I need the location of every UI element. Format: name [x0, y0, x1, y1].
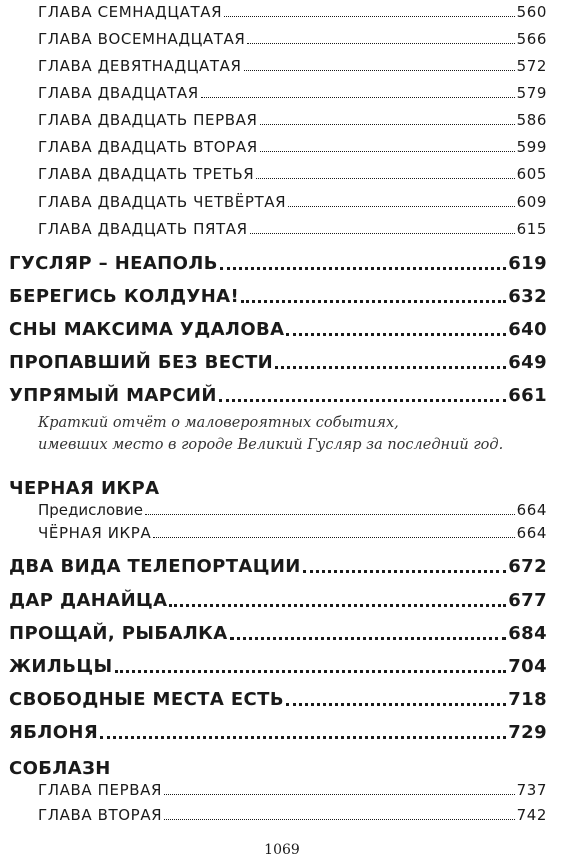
toc-entry[interactable]: [0, 689, 564, 710]
leader-dots: [303, 570, 506, 573]
toc-entry[interactable]: [0, 111, 564, 129]
leader-dots: [241, 300, 506, 303]
section-heading[interactable]: СОБЛАЗН: [9, 758, 111, 779]
leader-dots: [230, 637, 507, 640]
toc-entry-page: 649: [508, 352, 547, 373]
leader-dots: [286, 703, 506, 706]
leader-dots: [153, 537, 514, 538]
toc-entry-title: Предисловие: [38, 501, 143, 519]
toc-entry[interactable]: [0, 84, 564, 102]
toc-entry-title: ГЛАВА ВОСЕМНАДЦАТАЯ: [38, 30, 246, 48]
toc-entry-title: ГЛАВА ВТОРАЯ: [38, 806, 163, 824]
toc-entry-page: 615: [516, 220, 547, 238]
toc-entry[interactable]: [0, 656, 564, 677]
toc-entry[interactable]: [0, 319, 564, 340]
toc-entry-title: БЕРЕГИСЬ КОЛДУНА!: [9, 286, 240, 307]
annotation-line: Краткий отчёт о маловероятных событиях,: [38, 415, 399, 431]
toc-entry-page: 737: [516, 781, 547, 799]
toc-entry-page: 661: [508, 385, 547, 406]
toc-entry-title: ПРОПАВШИЙ БЕЗ ВЕСТИ: [9, 352, 274, 373]
toc-entry-title: ГЛАВА ДВАДЦАТЬ ТРЕТЬЯ: [38, 165, 255, 183]
toc-entry-title: ГЛАВА ДЕВЯТНАДЦАТАЯ: [38, 57, 242, 75]
toc-entry-title: ГЛАВА ПЕРВАЯ: [38, 781, 162, 799]
toc-entry-title: ГЛАВА ДВАДЦАТЬ ПЕРВАЯ: [38, 111, 258, 129]
leader-dots: [250, 233, 515, 234]
toc-entry[interactable]: [0, 501, 564, 519]
toc-entry-title: ДВА ВИДА ТЕЛЕПОРТАЦИИ: [9, 556, 301, 577]
leader-dots: [145, 514, 515, 515]
toc-entry-title: ЖИЛЬЦЫ: [9, 656, 113, 677]
leader-dots: [256, 178, 514, 179]
toc-entry-title: ГЛАВА ДВАДЦАТЬ ЧЕТВЁРТАЯ: [38, 193, 287, 211]
toc-entry-title: ГЛАВА ДВАДЦАТЬ ПЯТАЯ: [38, 220, 248, 238]
toc-entry-page: 640: [508, 319, 547, 340]
leader-dots: [275, 366, 506, 369]
toc-entry[interactable]: [0, 57, 564, 75]
toc-entry[interactable]: [0, 806, 564, 824]
toc-entry-page: 684: [508, 623, 547, 644]
toc-entry-page: 704: [508, 656, 547, 677]
toc-entry[interactable]: [0, 3, 564, 21]
toc-entry-page: 560: [516, 3, 547, 21]
leader-dots: [219, 399, 506, 402]
leader-dots: [169, 604, 506, 607]
toc-entry[interactable]: [0, 165, 564, 183]
toc-entry[interactable]: [0, 556, 564, 577]
toc-entry-page: 586: [516, 111, 547, 129]
toc-entry-title: УПРЯМЫЙ МАРСИЙ: [9, 385, 217, 406]
toc-entry-page: 664: [516, 524, 547, 542]
toc-entry-page: 718: [508, 689, 547, 710]
leader-dots: [164, 794, 515, 795]
toc-entry-page: 579: [516, 84, 547, 102]
toc-entry[interactable]: [0, 524, 564, 542]
story-annotation: [38, 412, 538, 456]
leader-dots: [288, 206, 514, 207]
toc-entry[interactable]: [0, 352, 564, 373]
toc-entry[interactable]: [0, 193, 564, 211]
leader-dots: [224, 16, 514, 17]
leader-dots: [100, 736, 506, 739]
leader-dots: [247, 43, 514, 44]
toc-entry[interactable]: [0, 781, 564, 799]
toc-entry-page: 572: [516, 57, 547, 75]
toc-entry-title: ДАР ДАНАЙЦА: [9, 590, 168, 611]
toc-entry-title: ГЛАВА СЕМНАДЦАТАЯ: [38, 3, 223, 21]
toc-entry-page: 677: [508, 590, 547, 611]
toc-entry[interactable]: [0, 30, 564, 48]
toc-entry[interactable]: [0, 385, 564, 406]
toc-entry[interactable]: [0, 722, 564, 743]
section-heading[interactable]: ЧЕРНАЯ ИКРА: [9, 478, 160, 499]
toc-entry-title: СВОБОДНЫЕ МЕСТА ЕСТЬ: [9, 689, 284, 710]
toc-entry-page: 619: [508, 253, 547, 274]
toc-entry-title: ПРОЩАЙ, РЫБАЛКА: [9, 623, 228, 644]
toc-entry[interactable]: [0, 590, 564, 611]
toc-entry[interactable]: [0, 623, 564, 644]
toc-entry-page: 664: [516, 501, 547, 519]
toc-entry-page: 742: [516, 806, 547, 824]
toc-entry-page: 632: [508, 286, 547, 307]
leader-dots: [220, 267, 506, 270]
toc-entry-title: ГЛАВА ДВАДЦАТЬ ВТОРАЯ: [38, 138, 258, 156]
toc-entry-page: 729: [508, 722, 547, 743]
toc-entry[interactable]: [0, 253, 564, 274]
toc-entry-page: 609: [516, 193, 547, 211]
leader-dots: [115, 670, 507, 673]
toc-entry-title: ЯБЛОНЯ: [9, 722, 99, 743]
toc-entry-title: СНЫ МАКСИМА УДАЛОВА: [9, 319, 285, 340]
leader-dots: [244, 70, 515, 71]
toc-entry-title: ГЛАВА ДВАДЦАТАЯ: [38, 84, 199, 102]
leader-dots: [164, 819, 514, 820]
toc-entry[interactable]: [0, 220, 564, 238]
leader-dots: [260, 151, 515, 152]
leader-dots: [286, 333, 506, 336]
page-number: 1069: [264, 842, 300, 858]
toc-entry-page: 605: [516, 165, 547, 183]
toc-entry-title: ЧЁРНАЯ ИКРА: [38, 524, 152, 542]
leader-dots: [260, 124, 515, 125]
toc-entry-title: ГУСЛЯР – НЕАПОЛЬ: [9, 253, 218, 274]
toc-entry-page: 566: [516, 30, 547, 48]
toc-entry-page: 599: [516, 138, 547, 156]
leader-dots: [201, 97, 515, 98]
toc-entry[interactable]: [0, 286, 564, 307]
toc-entry[interactable]: [0, 138, 564, 156]
annotation-line: имевших место в городе Великий Гусляр за последний год.: [38, 437, 504, 453]
toc-entry-page: 672: [508, 556, 547, 577]
